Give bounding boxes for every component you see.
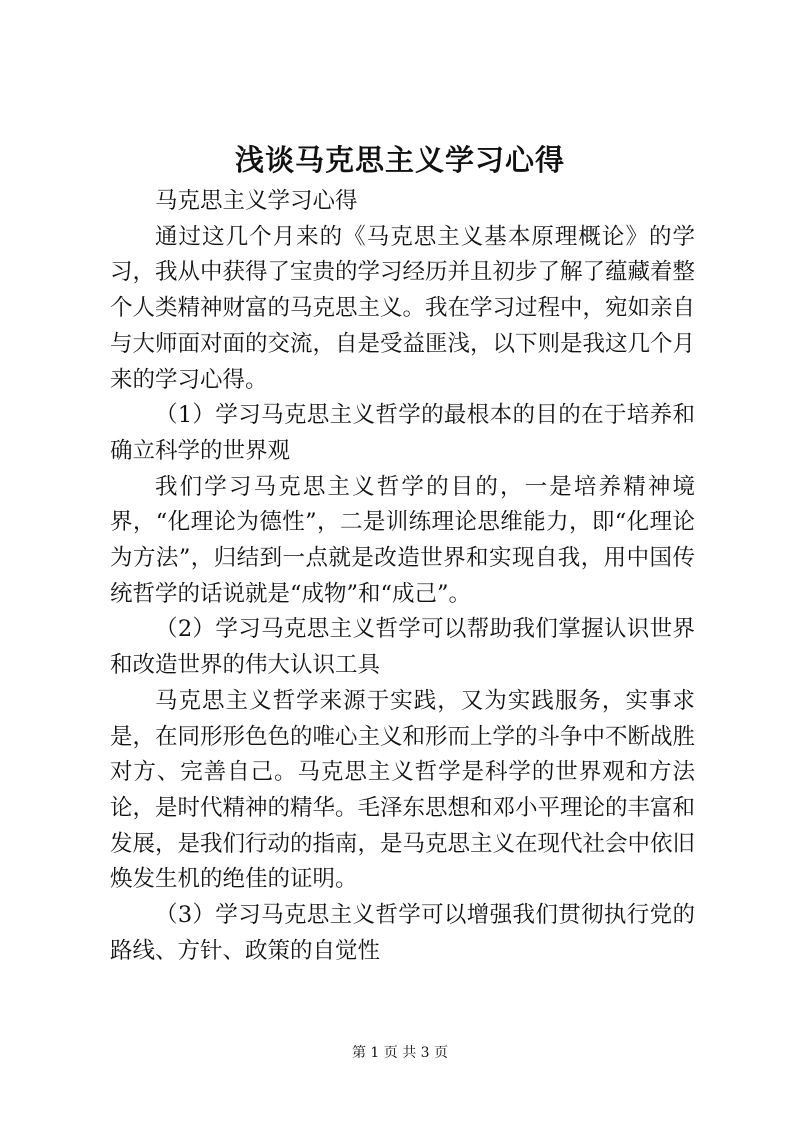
section-heading-2: （2）学习马克思主义哲学可以帮助我们掌握认识世界和改造世界的伟大认识工具 bbox=[110, 616, 695, 679]
paragraph-section-1: 我们学习马克思主义哲学的目的，一是培养精神境界，“化理论为德性”，二是训练理论思维能力，即“化理论为方法”，归结到一点就是改造世界和实现自我，用中国传统哲学的话说就是“成物”和“成己”。 bbox=[110, 473, 695, 607]
paragraph-section-2: 马克思主义哲学来源于实践，又为实践服务，实事求是，在同形形色色的唯心主义和形而上学的斗争中不断战胜对方、完善自己。马克思主义哲学是科学的世界观和方法论，是时代精神的精华。毛泽东思想和邓小平理论的丰富和发展，是我们行动的指南，是马克思主义在现代社会中依旧焕发生机的绝佳的证明。 bbox=[110, 687, 696, 893]
document-body bbox=[110, 184, 695, 969]
section-heading-1: （1）学习马克思主义哲学的最根本的目的在于培养和确立科学的世界观 bbox=[110, 402, 695, 464]
paragraph-subtitle: 马克思主义学习心得 bbox=[155, 188, 358, 214]
section-heading-3: （3）学习马克思主义哲学可以增强我们贯彻执行党的路线、方针、政策的自觉性 bbox=[110, 902, 695, 964]
paragraph-intro: 通过这几个月来的《马克思主义基本原理概论》的学习，我从中获得了宝贵的学习经历并且初步了解了蕴藏着整个人类精神财富的马克思主义。我在学习过程中，宛如亲自与大师面对面的交流，自是受益匪浅，以下则是我这几个月来的学习心得。 bbox=[110, 223, 696, 393]
page-footer: 第 1 页 共 3 页 bbox=[351, 1045, 449, 1061]
document-title: 浅谈马克思主义学习心得 bbox=[234, 143, 565, 177]
